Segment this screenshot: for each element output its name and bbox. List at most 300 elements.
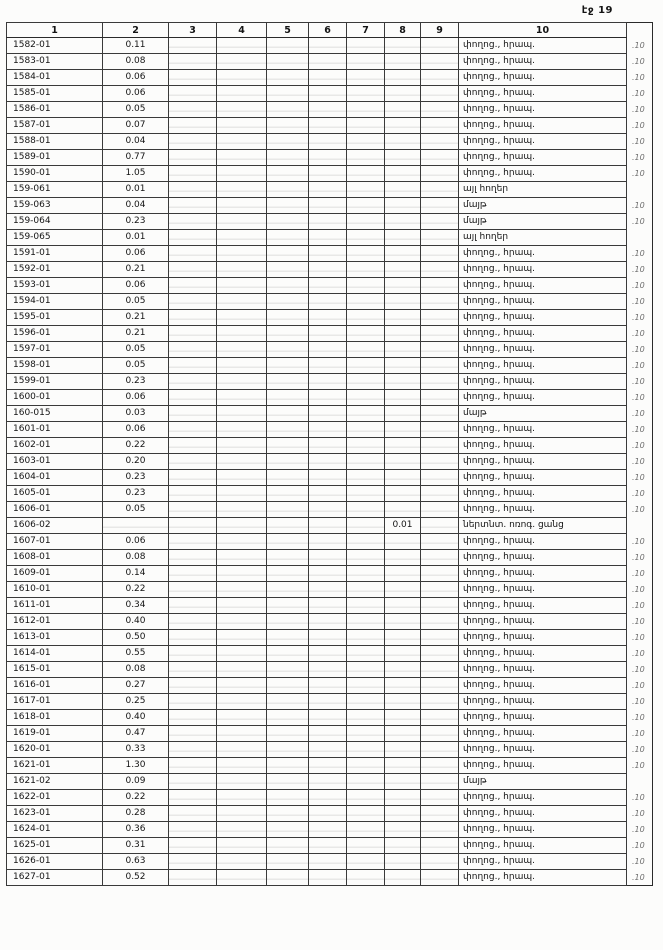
- cell-col-2: 0.08: [103, 550, 169, 566]
- cell-col-5: [267, 838, 309, 854]
- cell-col-6: [309, 742, 347, 758]
- cell-col-3: [169, 198, 217, 214]
- cell-col-7: [347, 726, 385, 742]
- cell-col-2: 0.06: [103, 534, 169, 550]
- cell-col-5: [267, 822, 309, 838]
- cell-col-5: [267, 166, 309, 182]
- cell-col-5: [267, 454, 309, 470]
- cell-col-7: [347, 518, 385, 534]
- cell-col-2: 0.22: [103, 438, 169, 454]
- margin-annotation: .10: [632, 89, 645, 98]
- table-row: [7, 406, 653, 422]
- cell-col-8: [385, 262, 421, 278]
- cell-col-7: [347, 774, 385, 790]
- table-row: [7, 230, 653, 246]
- cell-col-9: [421, 374, 459, 390]
- cell-col-2: 0.63: [103, 854, 169, 870]
- cell-col-7: [347, 646, 385, 662]
- cell-col-6: [309, 102, 347, 118]
- cell-col-9: [421, 134, 459, 150]
- cell-col-5: [267, 390, 309, 406]
- cell-col-9: [421, 438, 459, 454]
- cell-col-9: [421, 566, 459, 582]
- cell-col-10: փողոց., հրապ.: [459, 86, 627, 102]
- cell-col-2: 0.04: [103, 134, 169, 150]
- column-header-4: 4: [217, 23, 267, 38]
- cell-col-2: 0.23: [103, 374, 169, 390]
- cell-col-1: 1613-01: [7, 630, 103, 646]
- cell-col-2: 0.47: [103, 726, 169, 742]
- cell-col-3: [169, 166, 217, 182]
- cell-col-5: [267, 198, 309, 214]
- table-row: [7, 198, 653, 214]
- cell-col-4: [217, 118, 267, 134]
- cell-col-6: [309, 662, 347, 678]
- table-row: [7, 598, 653, 614]
- cell-col-1: 1627-01: [7, 870, 103, 886]
- cell-col-8: [385, 54, 421, 70]
- cell-col-7: [347, 262, 385, 278]
- cell-col-7: [347, 678, 385, 694]
- cell-col-3: [169, 246, 217, 262]
- cell-col-2: 0.09: [103, 774, 169, 790]
- cell-col-5: [267, 870, 309, 886]
- margin-annotation: .10: [632, 633, 645, 642]
- cell-col-9: [421, 198, 459, 214]
- cell-col-1: 1605-01: [7, 486, 103, 502]
- cell-col-10: փողոց., հրապ.: [459, 166, 627, 182]
- cell-col-10: փողոց., հրապ.: [459, 598, 627, 614]
- cell-col-5: [267, 214, 309, 230]
- cell-col-10: փողոց., հրապ.: [459, 550, 627, 566]
- cell-col-2: 0.07: [103, 118, 169, 134]
- margin-annotation: .10: [632, 425, 645, 434]
- cell-col-8: [385, 822, 421, 838]
- cell-col-10: փողոց., հրապ.: [459, 470, 627, 486]
- cell-col-2: 0.20: [103, 454, 169, 470]
- margin-annotation: .10: [632, 857, 645, 866]
- cell-col-1: 1589-01: [7, 150, 103, 166]
- table-row: [7, 390, 653, 406]
- cell-col-1: 1609-01: [7, 566, 103, 582]
- table-row: [7, 822, 653, 838]
- margin-header-spacer: [627, 23, 653, 38]
- column-header-2: 2: [103, 23, 169, 38]
- cell-col-4: [217, 662, 267, 678]
- cell-col-4: [217, 390, 267, 406]
- cell-col-3: [169, 854, 217, 870]
- column-header-8: 8: [385, 23, 421, 38]
- margin-annotation: .10: [632, 345, 645, 354]
- cell-col-9: [421, 310, 459, 326]
- cell-col-6: [309, 262, 347, 278]
- cell-col-1: 1582-01: [7, 38, 103, 54]
- page-number-label: էջ 19: [581, 5, 613, 16]
- table-row: [7, 854, 653, 870]
- cell-col-2: 1.30: [103, 758, 169, 774]
- table-row: [7, 838, 653, 854]
- cell-col-6: [309, 486, 347, 502]
- cell-col-2: 0.50: [103, 630, 169, 646]
- cell-col-6: [309, 678, 347, 694]
- cell-col-10: փողոց., հրապ.: [459, 454, 627, 470]
- margin-annotation: .10: [632, 297, 645, 306]
- cell-col-7: [347, 598, 385, 614]
- cell-col-7: [347, 230, 385, 246]
- cell-col-2: 0.06: [103, 422, 169, 438]
- table-row: [7, 534, 653, 550]
- cell-col-3: [169, 534, 217, 550]
- cell-col-2: 0.40: [103, 710, 169, 726]
- cell-col-2: 0.03: [103, 406, 169, 422]
- cell-col-6: [309, 518, 347, 534]
- cell-col-4: [217, 374, 267, 390]
- cell-col-4: [217, 550, 267, 566]
- table-row: [7, 694, 653, 710]
- table-row: [7, 246, 653, 262]
- cell-col-2: 0.06: [103, 70, 169, 86]
- cell-col-1: 1620-01: [7, 742, 103, 758]
- cell-col-5: [267, 502, 309, 518]
- cell-col-6: [309, 342, 347, 358]
- cell-col-4: [217, 854, 267, 870]
- cell-col-4: [217, 230, 267, 246]
- cell-col-9: [421, 694, 459, 710]
- cell-col-2: 0.31: [103, 838, 169, 854]
- cell-col-4: [217, 582, 267, 598]
- cell-col-4: [217, 406, 267, 422]
- cell-col-7: [347, 150, 385, 166]
- margin-annotation: .10: [632, 57, 645, 66]
- cell-col-5: [267, 582, 309, 598]
- cell-col-9: [421, 342, 459, 358]
- cell-col-10: փողոց., հրապ.: [459, 246, 627, 262]
- cell-col-4: [217, 678, 267, 694]
- cell-col-3: [169, 214, 217, 230]
- table-row: [7, 278, 653, 294]
- cell-col-4: [217, 102, 267, 118]
- cell-col-4: [217, 758, 267, 774]
- cell-col-5: [267, 230, 309, 246]
- cell-col-1: 1583-01: [7, 54, 103, 70]
- cell-col-1: 1611-01: [7, 598, 103, 614]
- cell-col-7: [347, 246, 385, 262]
- table-row: [7, 678, 653, 694]
- table-row: [7, 870, 653, 886]
- cell-col-10: այլ հողեր: [459, 230, 627, 246]
- cell-col-9: [421, 86, 459, 102]
- margin-annotation: [627, 774, 653, 790]
- cell-col-9: [421, 294, 459, 310]
- cell-col-9: [421, 166, 459, 182]
- cell-col-4: [217, 214, 267, 230]
- cell-col-3: [169, 358, 217, 374]
- cell-col-1: 1597-01: [7, 342, 103, 358]
- cell-col-5: [267, 422, 309, 438]
- cell-col-1: 1618-01: [7, 710, 103, 726]
- column-header-10: 10: [459, 23, 627, 38]
- cell-col-3: [169, 646, 217, 662]
- cell-col-10: փողոց., հրապ.: [459, 758, 627, 774]
- cell-col-5: [267, 614, 309, 630]
- cell-col-7: [347, 406, 385, 422]
- cell-col-4: [217, 726, 267, 742]
- margin-annotation: .10: [632, 105, 645, 114]
- cell-col-4: [217, 486, 267, 502]
- cell-col-7: [347, 582, 385, 598]
- cell-col-10: փողոց., հրապ.: [459, 438, 627, 454]
- cell-col-6: [309, 694, 347, 710]
- margin-annotation: .10: [632, 793, 645, 802]
- cell-col-5: [267, 710, 309, 726]
- cell-col-4: [217, 262, 267, 278]
- cell-col-8: [385, 726, 421, 742]
- cell-col-2: 0.52: [103, 870, 169, 886]
- cell-col-6: [309, 614, 347, 630]
- cell-col-3: [169, 230, 217, 246]
- table-row: [7, 294, 653, 310]
- cell-col-10: փողոց., հրապ.: [459, 806, 627, 822]
- cell-col-7: [347, 374, 385, 390]
- cell-col-6: [309, 774, 347, 790]
- cell-col-10: փողոց., հրապ.: [459, 422, 627, 438]
- cell-col-1: 1614-01: [7, 646, 103, 662]
- margin-annotation: .10: [632, 265, 645, 274]
- cell-col-4: [217, 422, 267, 438]
- cell-col-1: 1587-01: [7, 118, 103, 134]
- cell-col-1: 1622-01: [7, 790, 103, 806]
- cell-col-8: [385, 806, 421, 822]
- cell-col-5: [267, 182, 309, 198]
- cell-col-3: [169, 342, 217, 358]
- table-row: [7, 582, 653, 598]
- cell-col-5: [267, 70, 309, 86]
- cell-col-4: [217, 630, 267, 646]
- cell-col-10: փողոց., հրապ.: [459, 662, 627, 678]
- cell-col-8: [385, 870, 421, 886]
- cell-col-6: [309, 70, 347, 86]
- cell-col-9: [421, 358, 459, 374]
- cell-col-5: [267, 262, 309, 278]
- cell-col-4: [217, 278, 267, 294]
- cell-col-7: [347, 422, 385, 438]
- cell-col-4: [217, 870, 267, 886]
- cell-col-6: [309, 710, 347, 726]
- cell-col-4: [217, 166, 267, 182]
- table-row: [7, 726, 653, 742]
- cell-col-5: [267, 486, 309, 502]
- margin-annotation: .10: [632, 825, 645, 834]
- cell-col-10: փողոց., հրապ.: [459, 38, 627, 54]
- cell-col-10: մայթ: [459, 198, 627, 214]
- margin-annotation: .10: [632, 537, 645, 546]
- cell-col-3: [169, 262, 217, 278]
- margin-annotation: .10: [632, 169, 645, 178]
- cell-col-10: փողոց., հրապ.: [459, 646, 627, 662]
- cell-col-9: [421, 518, 459, 534]
- margin-annotation: .10: [632, 281, 645, 290]
- cell-col-1: 1621-02: [7, 774, 103, 790]
- cell-col-6: [309, 502, 347, 518]
- cell-col-4: [217, 86, 267, 102]
- cell-col-6: [309, 758, 347, 774]
- cell-col-2: 0.25: [103, 694, 169, 710]
- cell-col-6: [309, 134, 347, 150]
- cell-col-8: [385, 646, 421, 662]
- cell-col-4: [217, 470, 267, 486]
- margin-annotation: .10: [632, 441, 645, 450]
- table-row: [7, 454, 653, 470]
- margin-annotation: [627, 182, 653, 198]
- cell-col-7: [347, 870, 385, 886]
- cell-col-10: մայթ: [459, 406, 627, 422]
- cell-col-10: փողոց., հրապ.: [459, 294, 627, 310]
- cell-col-4: [217, 710, 267, 726]
- margin-annotation: .10: [632, 409, 645, 418]
- cell-col-6: [309, 598, 347, 614]
- table-row: [7, 758, 653, 774]
- cell-col-8: [385, 246, 421, 262]
- cell-col-7: [347, 118, 385, 134]
- table-row: [7, 662, 653, 678]
- cell-col-5: [267, 358, 309, 374]
- cell-col-1: 160-015: [7, 406, 103, 422]
- table-row: [7, 374, 653, 390]
- cell-col-10: փողոց., հրապ.: [459, 70, 627, 86]
- table-row: [7, 742, 653, 758]
- cell-col-9: [421, 646, 459, 662]
- margin-annotation: .10: [632, 553, 645, 562]
- cell-col-9: [421, 870, 459, 886]
- cell-col-7: [347, 182, 385, 198]
- cell-col-2: 0.06: [103, 246, 169, 262]
- cell-col-1: 159-064: [7, 214, 103, 230]
- column-header-7: 7: [347, 23, 385, 38]
- cell-col-9: [421, 262, 459, 278]
- cell-col-5: [267, 854, 309, 870]
- cell-col-7: [347, 486, 385, 502]
- cell-col-6: [309, 438, 347, 454]
- cell-col-7: [347, 342, 385, 358]
- cell-col-8: [385, 422, 421, 438]
- cell-col-8: [385, 390, 421, 406]
- table-row: [7, 182, 653, 198]
- margin-annotation: .10: [632, 361, 645, 370]
- cell-col-8: [385, 534, 421, 550]
- cell-col-6: [309, 294, 347, 310]
- cell-col-9: [421, 470, 459, 486]
- cell-col-6: [309, 150, 347, 166]
- margin-annotation: [627, 230, 653, 246]
- margin-annotation: .10: [632, 665, 645, 674]
- cell-col-10: փողոց., հրապ.: [459, 694, 627, 710]
- cell-col-2: 0.11: [103, 38, 169, 54]
- cell-col-6: [309, 214, 347, 230]
- cell-col-8: [385, 326, 421, 342]
- column-header-1: 1: [7, 23, 103, 38]
- cell-col-4: [217, 70, 267, 86]
- cell-col-10: փողոց., հրապ.: [459, 326, 627, 342]
- cell-col-4: [217, 742, 267, 758]
- cell-col-5: [267, 150, 309, 166]
- cell-col-3: [169, 102, 217, 118]
- margin-annotation: .10: [632, 153, 645, 162]
- cell-col-10: փողոց., հրապ.: [459, 342, 627, 358]
- cell-col-8: [385, 310, 421, 326]
- cell-col-10: փողոց., հրապ.: [459, 134, 627, 150]
- cell-col-2: 0.06: [103, 390, 169, 406]
- cell-col-3: [169, 118, 217, 134]
- cell-col-1: 1596-01: [7, 326, 103, 342]
- cell-col-9: [421, 710, 459, 726]
- cell-col-9: [421, 454, 459, 470]
- cell-col-7: [347, 166, 385, 182]
- cell-col-5: [267, 790, 309, 806]
- table-row: [7, 438, 653, 454]
- cell-col-6: [309, 630, 347, 646]
- cell-col-1: 159-063: [7, 198, 103, 214]
- cell-col-8: [385, 678, 421, 694]
- cell-col-10: փողոց., հրապ.: [459, 630, 627, 646]
- cell-col-10: փողոց., հրապ.: [459, 790, 627, 806]
- cell-col-3: [169, 454, 217, 470]
- cell-col-1: 1588-01: [7, 134, 103, 150]
- cell-col-10: փողոց., հրապ.: [459, 710, 627, 726]
- table-row: [7, 54, 653, 70]
- cell-col-2: 0.22: [103, 790, 169, 806]
- cell-col-6: [309, 582, 347, 598]
- cell-col-10: փողոց., հրապ.: [459, 822, 627, 838]
- cell-col-6: [309, 326, 347, 342]
- cell-col-5: [267, 438, 309, 454]
- cell-col-5: [267, 118, 309, 134]
- cell-col-3: [169, 838, 217, 854]
- cell-col-5: [267, 566, 309, 582]
- cell-col-9: [421, 630, 459, 646]
- margin-annotation: .10: [632, 809, 645, 818]
- cell-col-7: [347, 806, 385, 822]
- margin-annotation: .10: [632, 729, 645, 738]
- cell-col-7: [347, 662, 385, 678]
- cell-col-4: [217, 134, 267, 150]
- cell-col-7: [347, 614, 385, 630]
- cell-col-6: [309, 390, 347, 406]
- margin-annotation: .10: [632, 393, 645, 402]
- cell-col-9: [421, 774, 459, 790]
- cell-col-9: [421, 854, 459, 870]
- cell-col-9: [421, 150, 459, 166]
- cell-col-1: 1598-01: [7, 358, 103, 374]
- margin-annotation: [627, 518, 653, 534]
- cell-col-8: [385, 582, 421, 598]
- cell-col-4: [217, 806, 267, 822]
- cell-col-6: [309, 822, 347, 838]
- cell-col-5: [267, 470, 309, 486]
- cell-col-4: [217, 358, 267, 374]
- table-row: [7, 70, 653, 86]
- cell-col-5: [267, 726, 309, 742]
- cell-col-2: 0.77: [103, 150, 169, 166]
- cell-col-2: 0.14: [103, 566, 169, 582]
- cell-col-7: [347, 102, 385, 118]
- cell-col-3: [169, 598, 217, 614]
- cell-col-3: [169, 470, 217, 486]
- cell-col-10: փողոց., հրապ.: [459, 102, 627, 118]
- cell-col-3: [169, 150, 217, 166]
- cell-col-10: փողոց., հրապ.: [459, 582, 627, 598]
- cell-col-1: 159-061: [7, 182, 103, 198]
- cell-col-9: [421, 182, 459, 198]
